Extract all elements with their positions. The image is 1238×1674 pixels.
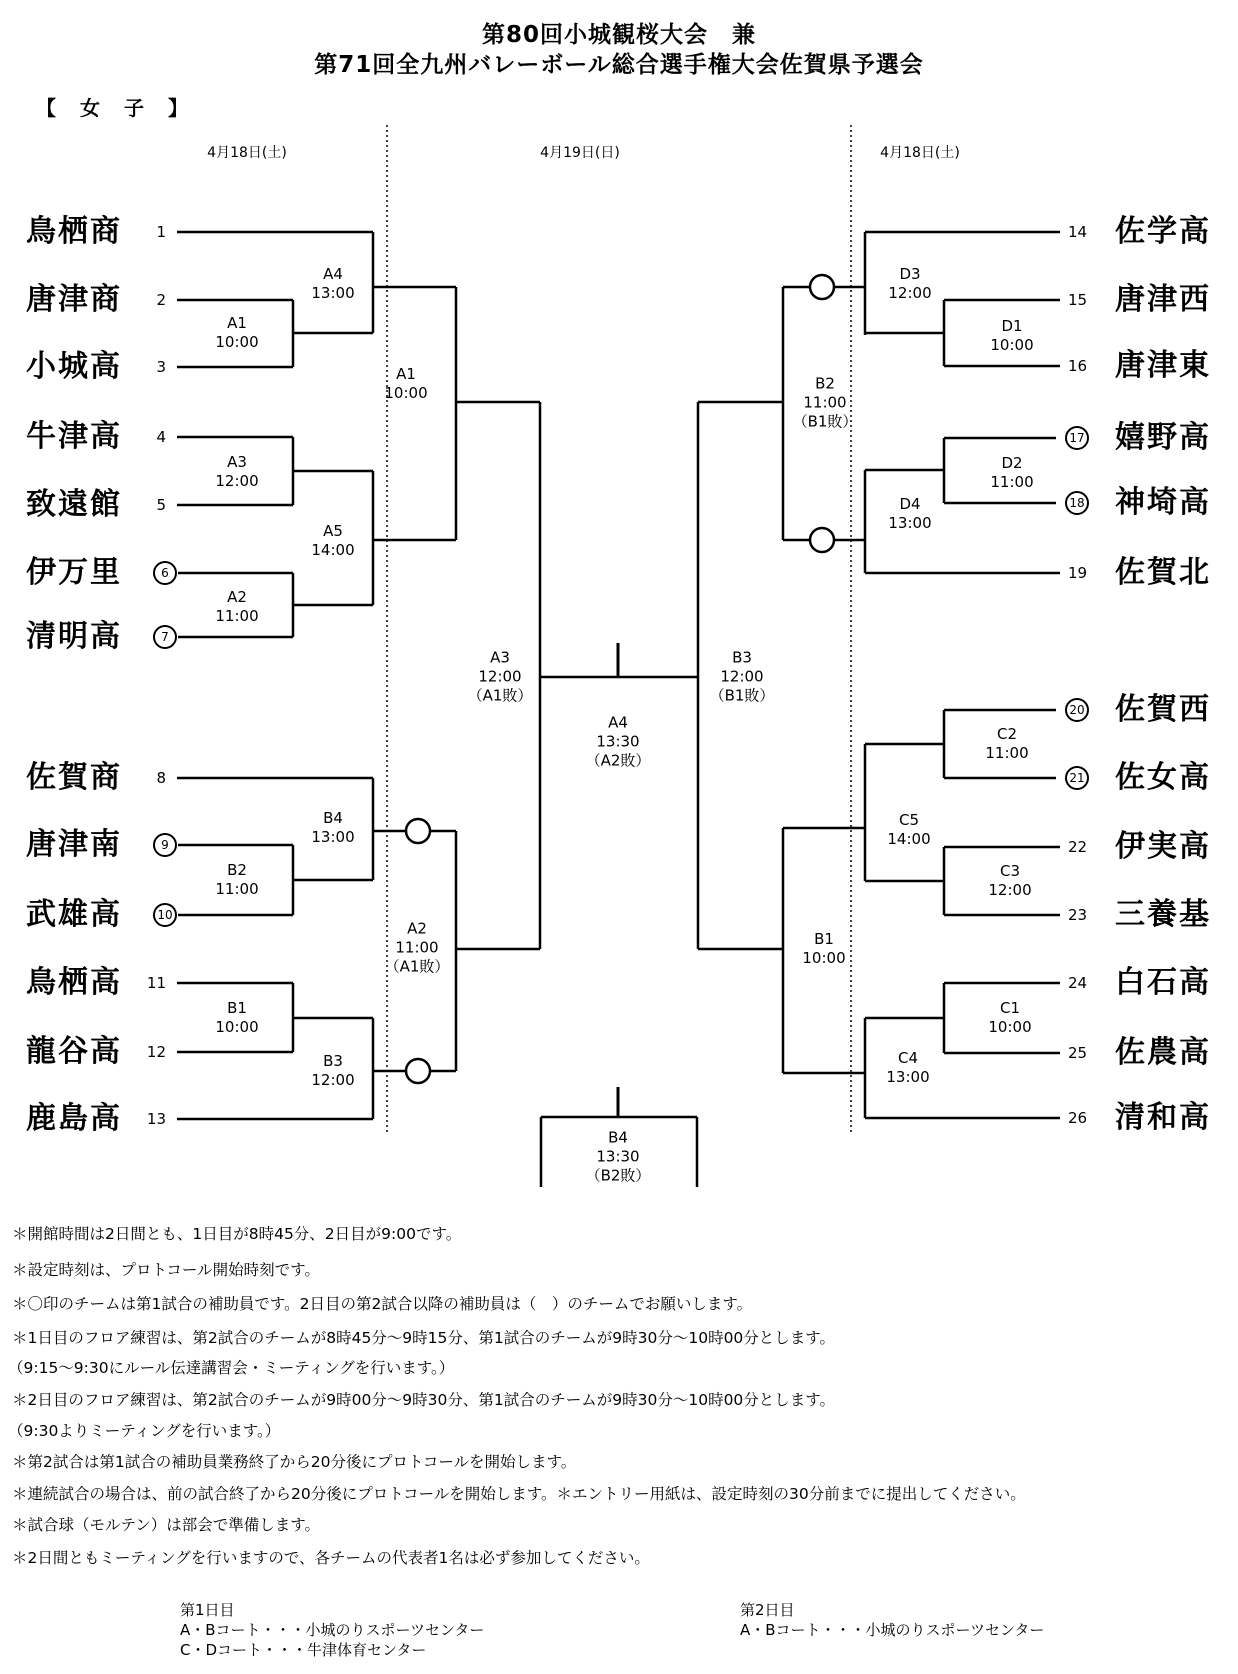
match-code: A1 (396, 365, 416, 383)
match-time: 11:00 (990, 473, 1034, 491)
match-code: B3 (323, 1052, 343, 1070)
match-code: B4 (323, 809, 343, 827)
match-time: 12:00 (988, 881, 1032, 899)
team-seed-21-circled: 21 (1065, 766, 1089, 790)
team-seed-3: 3 (156, 358, 166, 376)
match-assist: （A2敗） (585, 751, 651, 770)
team-seed-10-circled: 10 (153, 903, 177, 927)
match-label-b4-day1 (311, 809, 354, 847)
match-time: 11:00 (215, 880, 259, 898)
team-name-12: 龍谷高 (26, 1034, 122, 1069)
match-label-b1-day1 (215, 999, 258, 1037)
day1-right-bracket-lines (783, 232, 1060, 1118)
team-name-26: 清和高 (1115, 1100, 1211, 1135)
assistant-circle-d4-winner (810, 528, 834, 552)
match-time: 10:00 (215, 333, 259, 351)
match-code: A5 (323, 522, 343, 540)
match-label-b1-day2 (802, 930, 845, 968)
team-seed-26: 26 (1068, 1109, 1088, 1127)
team-seed-7-circled: 7 (153, 625, 177, 649)
team-name-16: 唐津東 (1115, 348, 1211, 383)
team-name-10: 武雄高 (26, 897, 122, 932)
team-name-5: 致遠館 (26, 487, 122, 522)
team-seed-8: 8 (156, 769, 166, 787)
match-label-d4-day1 (888, 495, 931, 533)
match-label-b4-third-place (586, 1129, 651, 1186)
match-time: 10:00 (988, 1018, 1032, 1036)
match-label-d1-day1 (990, 317, 1033, 355)
match-code: B2 (227, 861, 247, 879)
match-code: B4 (608, 1128, 628, 1147)
note-line-7: （9:30よりミーティングを行います。） (8, 1422, 281, 1440)
match-assist: （A1敗） (384, 957, 450, 976)
division-label: 【 女 子 】 (36, 96, 190, 120)
match-label-c4-day1 (886, 1049, 929, 1087)
team-seed-23: 23 (1068, 906, 1088, 924)
match-label-c1-day1 (988, 999, 1031, 1037)
match-label-b2-day1 (215, 861, 258, 899)
venue-day1-label: 第1日目 (180, 1601, 235, 1619)
team-seed-12: 12 (146, 1043, 166, 1061)
match-assist: （A1敗） (467, 686, 533, 705)
team-name-21: 佐女高 (1115, 760, 1211, 795)
match-time: 11:00 (803, 393, 847, 412)
match-time: 14:00 (887, 830, 931, 848)
match-time: 12:00 (311, 1071, 355, 1089)
team-name-11: 鳥栖高 (26, 965, 122, 1000)
match-code: A2 (407, 919, 427, 938)
team-seed-16: 16 (1068, 357, 1088, 375)
match-assist: （B1敗） (709, 686, 775, 705)
match-time: 11:00 (395, 938, 439, 957)
team-name-13: 鹿島高 (26, 1101, 122, 1136)
match-code: C2 (996, 725, 1018, 743)
page-title-line1: 第80回小城観桜大会 兼 (481, 22, 756, 48)
match-label-a1-day1 (215, 314, 258, 352)
match-code: B1 (227, 999, 247, 1017)
match-label-a2-day2 (385, 920, 450, 977)
team-seed-17-circled: 17 (1065, 426, 1089, 450)
team-seed-15: 15 (1068, 291, 1088, 309)
match-label-b2-day2 (793, 375, 858, 432)
match-code: C4 (897, 1049, 919, 1067)
match-code: C3 (999, 862, 1021, 880)
team-seed-4: 4 (156, 428, 166, 446)
match-code: D4 (899, 495, 921, 513)
match-label-b3-day2 (710, 649, 775, 706)
team-name-19: 佐賀北 (1115, 555, 1211, 590)
team-name-20: 佐賀西 (1115, 692, 1211, 727)
page-title-line2: 第71回全九州バレーボール総合選手権大会佐賀県予選会 (314, 52, 924, 78)
venue-day1-court-cd: C・Dコート・・・牛津体育センター (180, 1641, 427, 1659)
match-time: 10:00 (384, 384, 428, 402)
team-name-18: 神埼高 (1115, 485, 1211, 520)
team-name-3: 小城高 (26, 349, 122, 384)
match-label-c2-day1 (985, 725, 1028, 763)
team-name-9: 唐津南 (26, 827, 122, 862)
team-name-8: 佐賀商 (26, 760, 122, 795)
match-time: 13:00 (888, 514, 932, 532)
match-time: 13:30 (596, 1147, 640, 1166)
assistant-circle-b3-winner (406, 1059, 430, 1083)
match-code: B2 (815, 374, 835, 393)
note-line-2: ＊設定時刻は、プロトコール開始時刻です。 (12, 1261, 320, 1279)
venue-day2-label: 第2日目 (740, 1601, 795, 1619)
match-code: A3 (227, 453, 247, 471)
match-time: 12:00 (888, 284, 932, 302)
team-seed-2: 2 (156, 291, 166, 309)
note-line-4: ＊1日目のフロア練習は、第2試合のチームが8時45分～9時15分、第1試合のチームが9時30分～10時00分とします。 (12, 1329, 836, 1347)
venue-day1-court-ab: A・Bコート・・・小城のりスポーツセンター (180, 1621, 485, 1639)
date-header-right: 4月18日(土) (880, 145, 960, 161)
note-line-6: ＊2日目のフロア練習は、第2試合のチームが9時00分～9時30分、第1試合のチームが9時30分～10時00分とします。 (12, 1391, 836, 1409)
match-code: A4 (323, 265, 343, 283)
note-line-3: ＊〇印のチームは第1試合の補助員です。2日目の第2試合以降の補助員は（ ）のチームでお願いします。 (12, 1295, 753, 1313)
match-code: D1 (1001, 317, 1023, 335)
note-line-9: ＊連続試合の場合は、前の試合終了から20分後にプロトコールを開始します。＊エントリー用紙は、設定時刻の30分前までに提出してください。 (12, 1485, 1026, 1503)
match-label-a1-day2 (384, 365, 427, 403)
team-seed-18-circled: 18 (1065, 491, 1089, 515)
date-header-center: 4月19日(日) (540, 145, 620, 161)
team-name-22: 伊実高 (1115, 829, 1211, 864)
match-code: A2 (227, 588, 247, 606)
date-header-left: 4月18日(土) (207, 145, 287, 161)
team-seed-11: 11 (146, 974, 166, 992)
match-code: B1 (814, 930, 834, 948)
match-code: C5 (898, 811, 920, 829)
team-name-1: 鳥栖商 (26, 214, 122, 249)
team-name-7: 清明高 (26, 619, 122, 654)
match-time: 14:00 (311, 541, 355, 559)
match-code: A1 (227, 314, 247, 332)
note-line-1: ＊開館時間は2日間とも、1日目が8時45分、2日目が9:00です。 (12, 1225, 462, 1243)
match-time: 13:00 (886, 1068, 930, 1086)
team-name-15: 唐津西 (1115, 282, 1211, 317)
venue-day2-court-ab: A・Bコート・・・小城のりスポーツセンター (740, 1621, 1045, 1639)
match-label-a5-day1 (311, 522, 354, 560)
note-line-11: ＊2日間ともミーティングを行いますので、各チームの代表者1名は必ず参加してください。 (12, 1549, 650, 1567)
match-time: 10:00 (215, 1018, 259, 1036)
team-seed-25: 25 (1068, 1044, 1088, 1062)
team-seed-6-circled: 6 (153, 561, 177, 585)
match-time: 13:30 (596, 732, 640, 751)
match-time: 13:00 (311, 284, 355, 302)
team-name-23: 三養基 (1115, 897, 1211, 932)
match-code: C1 (999, 999, 1021, 1017)
team-seed-5: 5 (156, 496, 166, 514)
match-time: 12:00 (215, 472, 259, 490)
match-assist: （B1敗） (792, 412, 858, 431)
match-label-d3-day1 (888, 265, 931, 303)
match-label-c5-day1 (887, 811, 930, 849)
team-seed-1: 1 (156, 223, 166, 241)
match-time: 10:00 (990, 336, 1034, 354)
team-seed-14: 14 (1068, 223, 1088, 241)
match-label-a3-day1 (215, 453, 258, 491)
match-code: B3 (732, 648, 752, 667)
match-label-c3-day1 (988, 862, 1031, 900)
note-line-8: ＊第2試合は第1試合の補助員業務終了から20分後にプロトコールを開始します。 (12, 1453, 577, 1471)
note-line-10: ＊試合球（モルテン）は部会で準備します。 (12, 1516, 320, 1534)
team-name-14: 佐学高 (1115, 214, 1211, 249)
team-seed-20-circled: 20 (1065, 698, 1089, 722)
team-name-24: 白石高 (1115, 965, 1211, 1000)
match-label-a2-day1 (215, 588, 258, 626)
team-name-25: 佐農高 (1115, 1035, 1211, 1070)
match-time: 10:00 (802, 949, 846, 967)
match-time: 13:00 (311, 828, 355, 846)
team-seed-13: 13 (146, 1110, 166, 1128)
match-label-a4-day1 (311, 265, 354, 303)
match-code: A4 (608, 713, 628, 732)
match-label-a3-day2 (468, 649, 533, 706)
team-name-17: 嬉野高 (1115, 420, 1211, 455)
match-time: 12:00 (478, 667, 522, 686)
match-code: D2 (1001, 454, 1023, 472)
match-time: 11:00 (215, 607, 259, 625)
match-assist: （B2敗） (585, 1166, 651, 1185)
team-name-6: 伊万里 (26, 555, 122, 590)
match-time: 12:00 (720, 667, 764, 686)
team-seed-22: 22 (1068, 838, 1088, 856)
team-seed-9-circled: 9 (153, 833, 177, 857)
team-seed-19: 19 (1068, 564, 1088, 582)
match-label-d2-day1 (990, 454, 1033, 492)
match-label-b3-day1 (311, 1052, 354, 1090)
match-code: A3 (490, 648, 510, 667)
match-code: D3 (899, 265, 921, 283)
match-time: 11:00 (985, 744, 1029, 762)
match-label-a4-final (586, 714, 651, 771)
team-seed-24: 24 (1068, 974, 1088, 992)
team-name-4: 牛津高 (26, 419, 122, 454)
note-line-5: （9:15～9:30にルール伝達講習会・ミーティングを行います。） (8, 1359, 455, 1377)
assistant-circle-b4-winner (406, 819, 430, 843)
assistant-circle-d3-winner (810, 275, 834, 299)
team-name-2: 唐津商 (26, 282, 122, 317)
